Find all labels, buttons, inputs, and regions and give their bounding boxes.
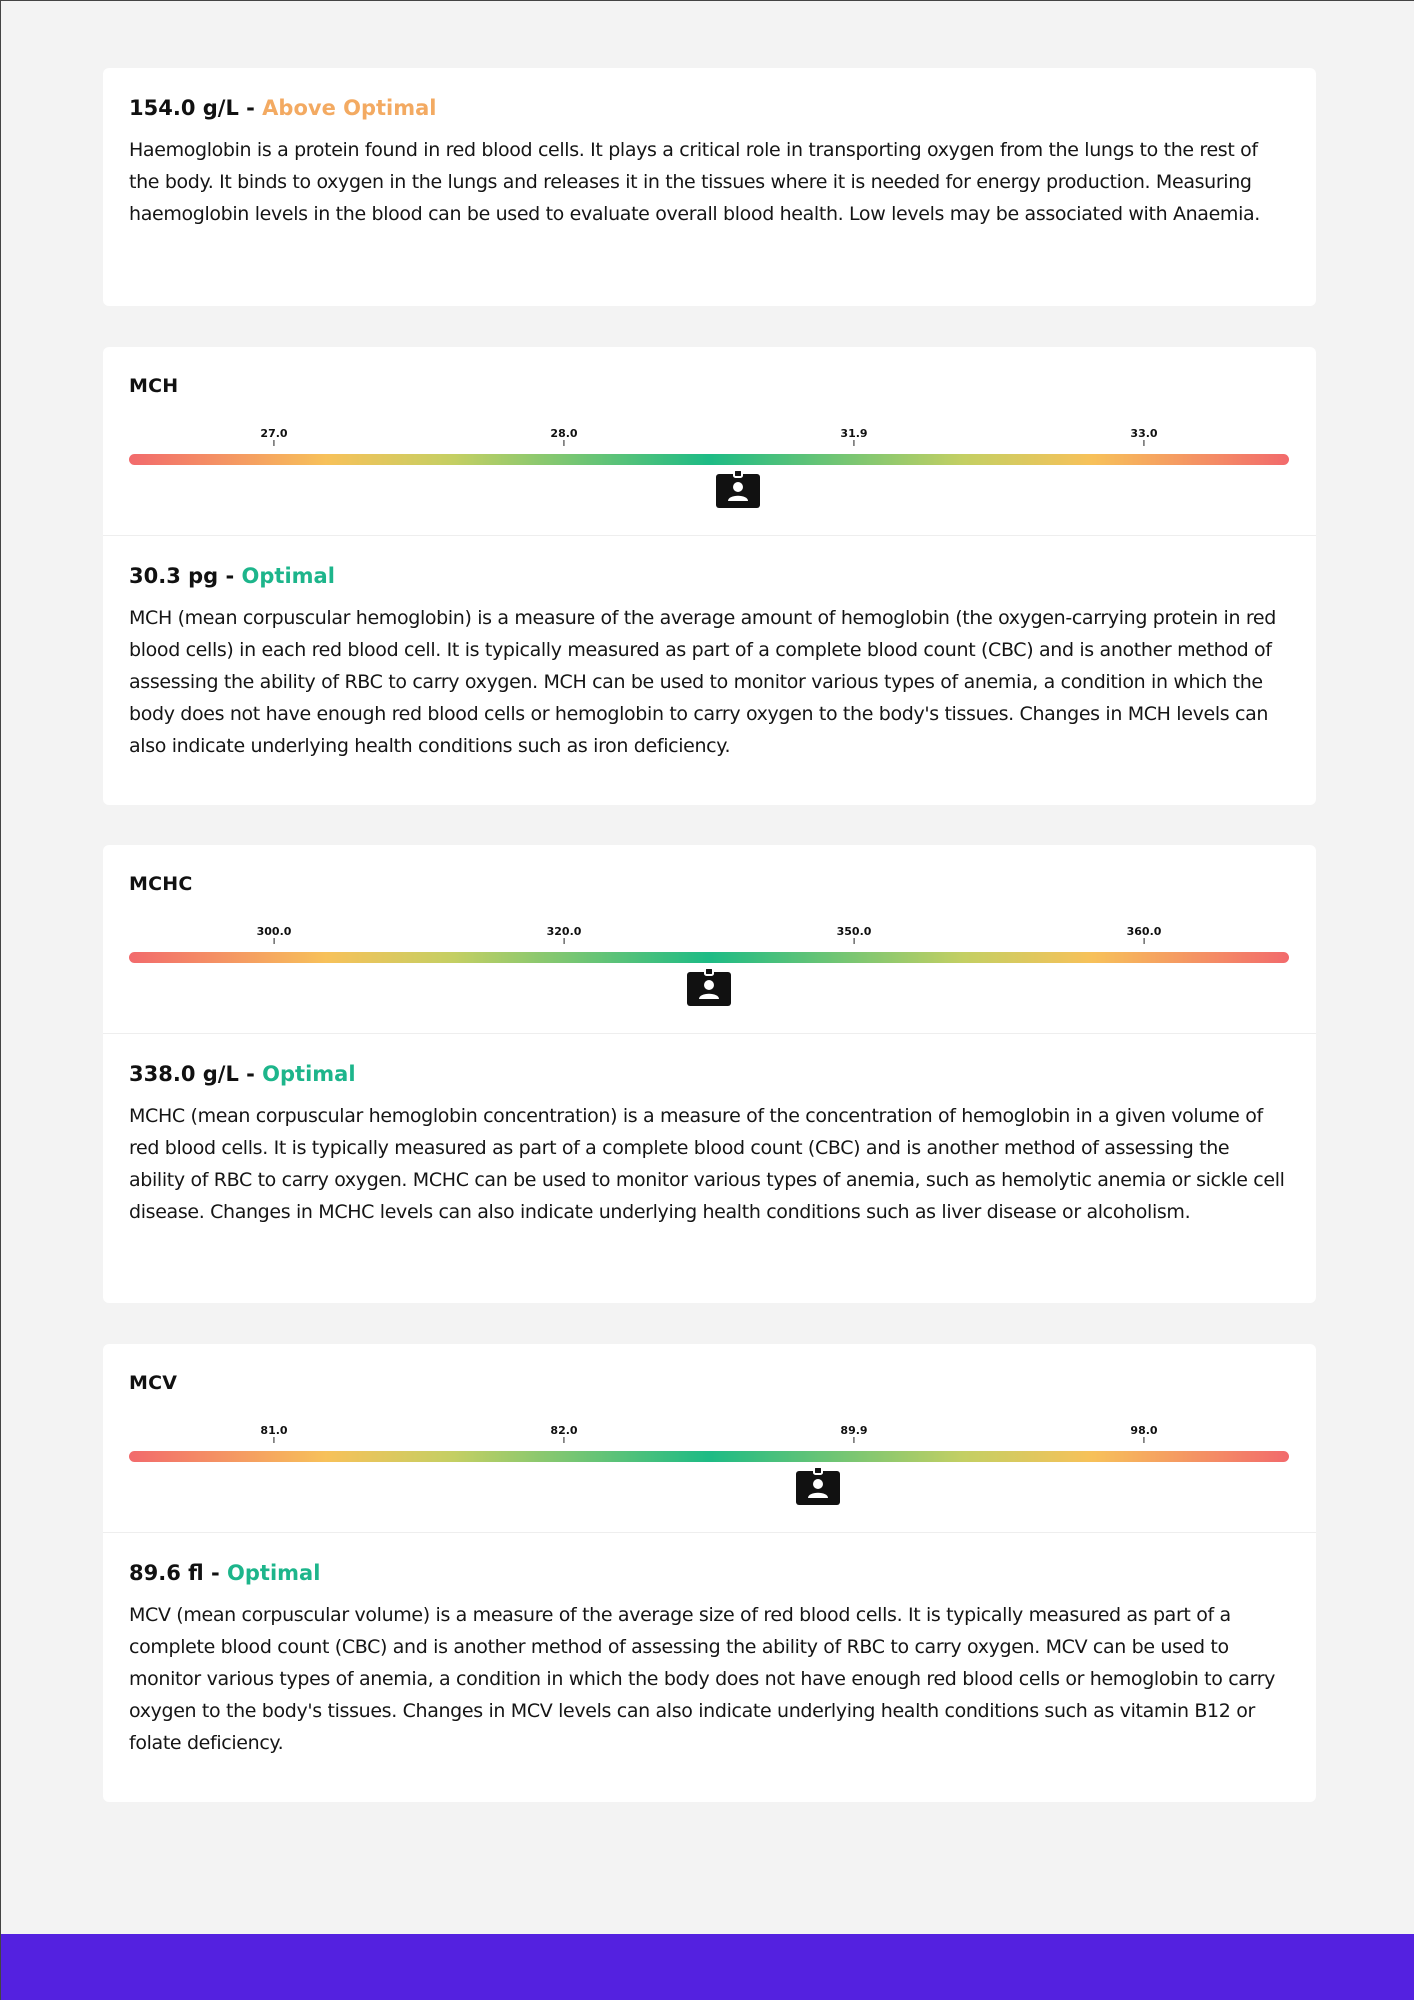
mch-ticks <box>129 427 1289 451</box>
mch-description: MCH (mean corpuscular hemoglobin) is a measure of the average amount of hemoglobin (the oxygen-carrying protein in red blood cells) in each red blood cell. It is typically measured as part of a complete blood count (CBC) and is another method of assessing the ability of RBC to carry oxygen. MCH can be used to monitor various types of anemia, a condition in which the body does not have enough red blood cells or hemoglobin to carry oxygen to the body's tissues. Changes in MCH levels can also indicate underlying health conditions such as iron deficiency. <box>129 607 1276 757</box>
mch-tick: 27.0 <box>260 427 287 446</box>
mcv-range-section <box>103 1344 1316 1533</box>
haemoglobin-description: Haemoglobin is a protein found in red blood cells. It plays a critical role in transporting oxygen from the lungs to the rest of the body. It binds to oxygen in the lungs and releases it in the tissues where it is needed for energy production. Measuring haemoglobin levels in the blood can be used to evaluate overall blood health. Low levels may be associated with Anaemia. <box>129 139 1260 225</box>
mch-range-bar <box>129 454 1289 465</box>
mcv-tick: 98.0 <box>1130 1424 1157 1443</box>
haemoglobin-value: 154.0 g/L <box>129 96 239 120</box>
mchc-card <box>103 845 1316 1303</box>
mchc-title: MCHC <box>129 873 193 895</box>
mchc-value: 338.0 g/L <box>129 1062 239 1086</box>
mchc-range-bar <box>129 952 1289 963</box>
mchc-tick: 320.0 <box>547 925 582 944</box>
mcv-separator: - <box>203 1561 228 1585</box>
mchc-separator: - <box>238 1062 263 1086</box>
mch-card <box>103 347 1316 805</box>
mch-result-section <box>103 536 1316 802</box>
mchc-tick: 360.0 <box>1127 925 1162 944</box>
haemoglobin-card <box>103 68 1316 306</box>
footer-bar <box>1 1934 1414 2000</box>
mchc-tick: 300.0 <box>257 925 292 944</box>
haemoglobin-separator: - <box>238 96 263 120</box>
mch-tick: 31.9 <box>840 427 867 446</box>
mchc-status: Optimal <box>262 1062 356 1086</box>
mchc-description: MCHC (mean corpuscular hemoglobin concentration) is a measure of the concentration of hemoglobin in a given volume of red blood cells. It is typically measured as part of a complete blood count (CBC) and is another method of assessing the ability of RBC to carry oxygen. MCHC can be used to monitor various types of anemia, such as hemolytic anemia or sickle cell disease. Changes in MCHC levels can also indicate underlying health conditions such as liver disease or alcoholism. <box>129 1105 1285 1223</box>
mcv-tick: 89.9 <box>840 1424 867 1443</box>
mcv-description: MCV (mean corpuscular volume) is a measure of the average size of red blood cells. It is typically measured as part of a complete blood count (CBC) and is another method of assessing the ability of RBC to carry oxygen. MCV can be used to monitor various types of anemia, a condition in which the body does not have enough red blood cells or hemoglobin to carry oxygen to the body's tissues. Changes in MCV levels can also indicate underlying health conditions such as vitamin B12 or folate deficiency. <box>129 1604 1276 1754</box>
mch-result <box>129 564 1290 588</box>
haemoglobin-status: Above Optimal <box>262 96 437 120</box>
mch-tick: 28.0 <box>550 427 577 446</box>
mchc-tick: 350.0 <box>837 925 872 944</box>
mchc-result <box>129 1062 1290 1086</box>
mcv-tick: 82.0 <box>550 1424 577 1443</box>
mcv-ticks <box>129 1424 1289 1448</box>
mch-status: Optimal <box>241 564 335 588</box>
mchc-user-badge-icon <box>687 968 731 1006</box>
mcv-value: 89.6 fl <box>129 1561 204 1585</box>
mch-user-badge-icon <box>716 470 760 508</box>
haemoglobin-result-section <box>103 68 1316 270</box>
mchc-range-section <box>103 845 1316 1034</box>
haemoglobin-result <box>129 96 1290 120</box>
mch-tick: 33.0 <box>1130 427 1157 446</box>
mch-range-section <box>103 347 1316 536</box>
mcv-result-section <box>103 1533 1316 1799</box>
mch-title: MCH <box>129 375 179 397</box>
mchc-ticks <box>129 925 1289 949</box>
mch-separator: - <box>218 564 242 588</box>
mcv-result <box>129 1561 1290 1585</box>
mcv-title: MCV <box>129 1372 178 1394</box>
mchc-result-section <box>103 1034 1316 1268</box>
mcv-card <box>103 1344 1316 1802</box>
mcv-status: Optimal <box>227 1561 321 1585</box>
mch-value: 30.3 pg <box>129 564 219 588</box>
mcv-tick: 81.0 <box>260 1424 287 1443</box>
mcv-user-badge-icon <box>796 1467 840 1505</box>
mcv-range-bar <box>129 1451 1289 1462</box>
